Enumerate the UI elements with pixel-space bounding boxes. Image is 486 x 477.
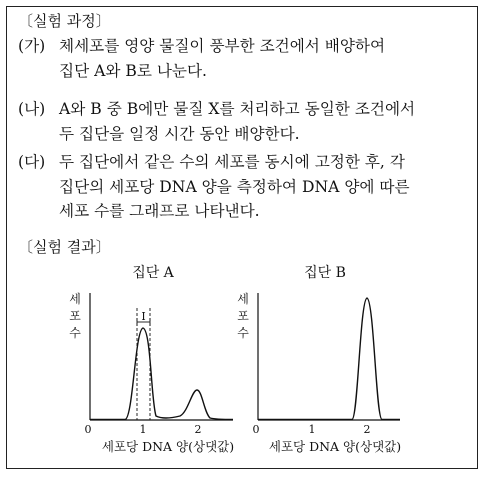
- y-label-char: 수: [69, 326, 81, 340]
- y-label-char: 포: [237, 309, 249, 323]
- distribution-curve: [258, 298, 400, 420]
- graph-b: [237, 264, 401, 454]
- y-label-char: 수: [237, 326, 249, 340]
- x-axis-label: 세포당 DNA 양(상댓값): [101, 439, 235, 454]
- x-tick-label: 1: [308, 423, 316, 436]
- x-axis-label: 세포당 DNA 양(상댓값): [268, 439, 402, 454]
- y-label-char: 포: [69, 309, 81, 323]
- step-line: 체세포를 영양 물질이 풍부한 조건에서 배양하여: [59, 37, 386, 55]
- range-label: Ⅰ: [141, 310, 146, 323]
- step-line: 세포 수를 그래프로 나타낸다.: [59, 202, 260, 220]
- y-label-char: 세: [237, 292, 249, 306]
- step-label: (나): [18, 100, 46, 118]
- y-label-char: 세: [69, 292, 81, 306]
- step-line: 두 집단에서 같은 수의 세포를 동시에 고정한 후, 각: [59, 153, 405, 171]
- x-tick-label: 0: [252, 423, 260, 436]
- distribution-curve: [90, 328, 233, 420]
- result-title: 〔실험 결과〕: [18, 238, 111, 256]
- x-tick-label: 0: [84, 423, 92, 436]
- step-line: A와 B 중 B에만 물질 X를 처리하고 동일한 조건에서: [59, 100, 416, 118]
- procedure-title: 〔실험 과정〕: [18, 12, 111, 30]
- step-line: 두 집단을 일정 시간 동안 배양한다.: [59, 124, 300, 143]
- x-tick-label: 2: [194, 423, 202, 436]
- graph-a: [69, 264, 234, 454]
- x-tick-label: 2: [363, 423, 371, 436]
- step-line: 집단의 세포당 DNA 양을 측정하여 DNA 양에 따른: [59, 177, 410, 196]
- step-line: 집단 A와 B로 나눈다.: [59, 61, 207, 80]
- graph-title: 집단 A: [132, 265, 174, 281]
- x-tick-label: 1: [139, 423, 147, 436]
- step-label: (가): [18, 37, 46, 55]
- step-label: (다): [18, 153, 46, 171]
- graph-title: 집단 B: [304, 265, 346, 281]
